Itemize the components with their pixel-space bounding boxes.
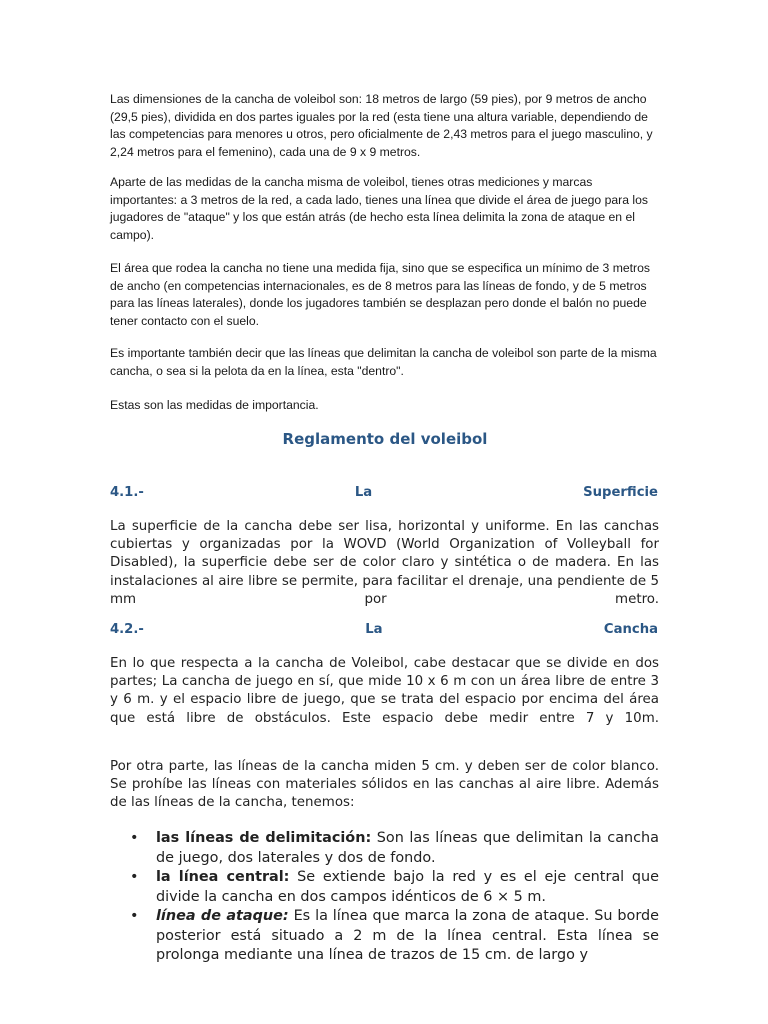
heading-4-1-word: Superficie: [583, 485, 658, 500]
bullet-icon: •: [130, 830, 139, 846]
list-item: [110, 829, 659, 868]
list-item-term: la línea central:: [156, 869, 290, 885]
heading-4-1-article: La: [354, 485, 373, 500]
list-item: [110, 907, 659, 966]
heading-4-2-word: Cancha: [603, 622, 658, 637]
paragraph-surface: La superficie de la cancha debe ser lisa, horizontal y uniforme. En las canchas cubiertas y organizadas por la WOVD (World Organization of Volleyball for Disabled), la superficie debe ser de color claro y sintética o de madera. En las instalaciones al aire libre se permite, para facilitar el drenaje, una pendiente de 5 mm por metro.: [110, 519, 659, 607]
list-item-term: las líneas de delimitación:: [156, 830, 372, 846]
list-item-term: línea de ataque:: [156, 908, 289, 924]
paragraph-court-lines: Por otra parte, las líneas de la cancha miden 5 cm. y deben ser de color blanco. Se prohíbe las líneas con materiales sólidos en las canchas al aire libre. Además de las líneas de la cancha, tenemos:: [110, 759, 659, 811]
bullet-icon: •: [130, 869, 139, 885]
bullet-icon: •: [130, 908, 139, 924]
heading-4-1-number: 4.1.-: [110, 485, 144, 500]
list-item: [110, 868, 659, 907]
paragraph-importance: Estas son las medidas de importancia.: [110, 398, 319, 412]
court-lines-list: [110, 829, 659, 966]
heading-4-1: [110, 485, 658, 500]
paragraph-measurements: Aparte de las medidas de la cancha misma de voleibol, tienes otras mediciones y marcas importantes: a 3 metros de la red, a cada lado, tienes una línea que divide el área de juego para los jugadores de "ataque" y los que están atrás (de hecho esta línea delimita la zona de ataque en el campo).: [110, 175, 648, 242]
paragraph-lines: Es importante también decir que las líneas que delimitan la cancha de voleibol son parte de la misma cancha, o sea si la pelota da en la línea, esta "dentro".: [110, 346, 657, 378]
paragraph-court: En lo que respecta a la cancha de Voleibol, cabe destacar que se divide en dos partes; La cancha de juego en sí, que mide 10 x 6 m con un área libre de entre 3 y 6 m. y el espacio libre de juego, que se trata del espacio por encima del área que está libre de obstáculos. Este espacio debe medir entre 7 y 10m.: [110, 656, 659, 726]
list-item-text: Es la línea que marca la zona de ataque. Su borde posterior está situado a 2 m de la línea central. Esta línea se prolonga mediante una línea de trazos de 15 cm. de largo y: [156, 908, 659, 963]
heading-4-2-number: 4.2.-: [110, 622, 144, 637]
paragraph-surrounding-area: El área que rodea la cancha no tiene una medida fija, sino que se especifica un mínimo de 3 metros de ancho (en competencias internacionales, es de 8 metros para las líneas de fondo, y de 5 metros para las líneas laterales), donde los jugadores también se desplazan pero donde el balón no puede tener contacto con el suelo.: [110, 261, 650, 328]
section-title: Reglamento del voleibol: [282, 430, 488, 448]
list-item-text: Son las líneas que delimitan la cancha de juego, dos laterales y dos de fondo.: [156, 830, 659, 866]
list-item-text: Se extiende bajo la red y es el eje central que divide la cancha en dos campos idénticos de 6 × 5 m.: [156, 869, 660, 905]
heading-4-2: [110, 622, 658, 637]
heading-4-2-article: La: [365, 622, 383, 637]
paragraph-dimensions: Las dimensiones de la cancha de voleibol son: 18 metros de largo (59 pies), por 9 metros de ancho (29,5 pies), dividida en dos partes iguales por la red (esta tiene una altura variable, dependiendo de las competencias para menores u otros, pero oficialmente de 2,43 metros para el juego masculino, y 2,24 metros para el femenino), cada una de 9 x 9 metros.: [110, 92, 653, 159]
